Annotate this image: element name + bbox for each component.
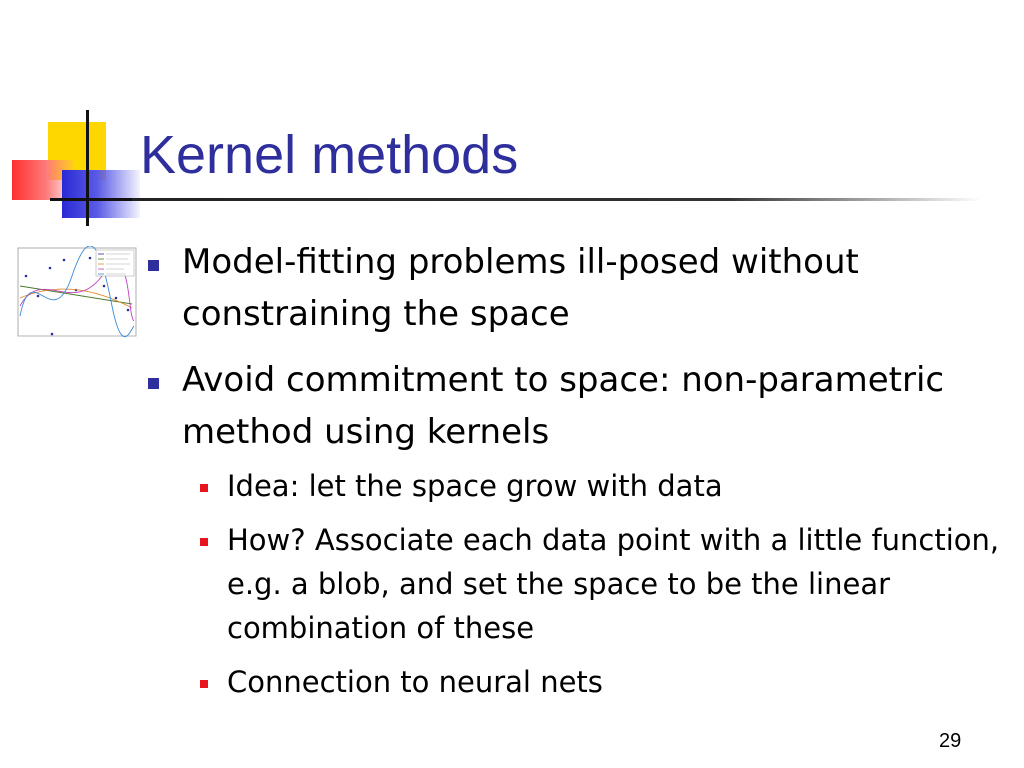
red-square-bullet-icon: [200, 680, 208, 688]
ornament-blue-bar: [62, 170, 140, 218]
sub-bullet-text: Connection to neural nets: [227, 665, 603, 699]
sub-bullet-item: [182, 464, 1006, 508]
sub-bullet-text: How? Associate each data point with a little function, e.g. a blob, and set the space to be the linear combination of these: [227, 523, 1000, 645]
sub-bullet-text: Idea: let the space grow with data: [227, 469, 723, 503]
red-square-bullet-icon: [200, 538, 208, 546]
bullet-item: [146, 236, 1006, 340]
square-bullet-icon: [148, 260, 159, 271]
bullet-list: [146, 236, 1006, 718]
sub-bullet-list: [182, 464, 1006, 704]
bullet-text: Avoid commitment to space: non-parametric method using kernels: [182, 360, 945, 452]
square-bullet-icon: [148, 378, 159, 389]
slide-title: Kernel methods: [140, 125, 519, 185]
sub-bullet-item: [182, 518, 1006, 650]
bullet-text: Model-fitting problems ill-posed without constraining the space: [182, 242, 859, 334]
page-number: 29: [939, 730, 962, 752]
bullet-item: [146, 354, 1006, 704]
curve-fitting-thumbnail: [12, 246, 138, 344]
title-underline: [132, 198, 982, 201]
title-ornament: [0, 100, 150, 230]
red-square-bullet-icon: [200, 484, 208, 492]
sub-bullet-item: [182, 660, 1006, 704]
ornament-vertical-line: [86, 110, 89, 226]
